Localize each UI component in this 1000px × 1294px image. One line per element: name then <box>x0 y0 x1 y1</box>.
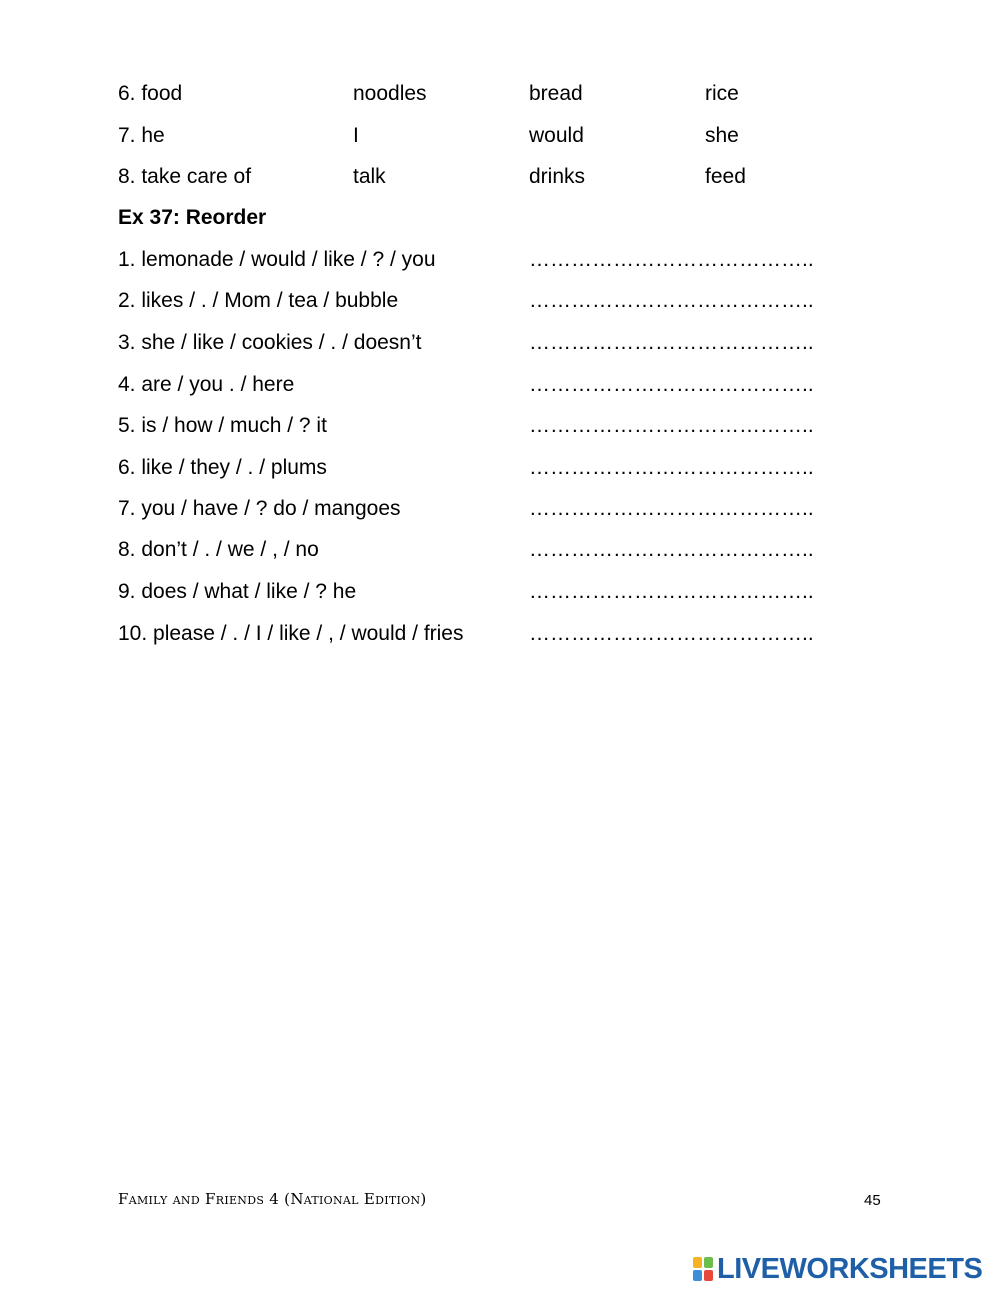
answer-blank[interactable]: ………………………………….. <box>529 331 814 354</box>
reorder-row <box>0 326 1000 360</box>
odd-one-out-row <box>0 160 1000 194</box>
odd-one-out-row <box>0 119 1000 153</box>
reorder-row <box>0 409 1000 443</box>
reorder-prompt: 10. please / . / I / like / , / would / fries <box>118 622 464 645</box>
word-cell: 7. he <box>118 124 165 147</box>
word-cell: talk <box>353 165 386 188</box>
reorder-row <box>0 575 1000 609</box>
word-cell: noodles <box>353 82 427 105</box>
footer-book-title: Family and Friends 4 (National Edition) <box>118 1190 427 1208</box>
logo-tile <box>704 1270 713 1281</box>
reorder-row <box>0 492 1000 526</box>
exercise-heading-row <box>0 201 1000 235</box>
logo-tile <box>693 1270 702 1281</box>
answer-blank[interactable]: ………………………………….. <box>529 373 814 396</box>
liveworksheets-brand[interactable] <box>692 1252 982 1286</box>
odd-one-out-row <box>0 77 1000 111</box>
word-cell: she <box>705 124 739 147</box>
answer-blank[interactable]: ………………………………….. <box>529 538 814 561</box>
page-number: 45 <box>864 1192 881 1209</box>
answer-blank[interactable]: ………………………………….. <box>529 456 814 479</box>
exercise-heading: Ex 37: Reorder <box>118 206 267 229</box>
word-cell: 6. food <box>118 82 183 105</box>
reorder-row <box>0 368 1000 402</box>
reorder-row <box>0 533 1000 567</box>
answer-blank[interactable]: ………………………………….. <box>529 580 814 603</box>
reorder-prompt: 8. don’t / . / we / , / no <box>118 538 319 561</box>
brand-name: LIVEWORKSHEETS <box>717 1253 983 1285</box>
reorder-prompt: 4. are / you . / here <box>118 373 295 396</box>
answer-blank[interactable]: ………………………………….. <box>529 497 814 520</box>
reorder-prompt: 1. lemonade / would / like / ? / you <box>118 248 436 271</box>
logo-tile <box>693 1257 702 1268</box>
answer-blank[interactable]: ………………………………….. <box>529 622 814 645</box>
answer-blank[interactable]: ………………………………….. <box>529 414 814 437</box>
answer-blank[interactable]: ………………………………….. <box>529 248 814 271</box>
logo-tile <box>704 1257 713 1268</box>
word-cell: 8. take care of <box>118 165 252 188</box>
word-cell: would <box>529 124 584 147</box>
word-cell: feed <box>705 165 746 188</box>
word-cell: drinks <box>529 165 586 188</box>
liveworksheets-logo-icon <box>692 1256 714 1282</box>
reorder-row <box>0 617 1000 651</box>
word-cell: I <box>353 124 359 147</box>
reorder-row <box>0 284 1000 318</box>
reorder-prompt: 5. is / how / much / ? it <box>118 414 327 437</box>
reorder-row <box>0 451 1000 485</box>
answer-blank[interactable]: ………………………………….. <box>529 289 814 312</box>
reorder-row <box>0 243 1000 277</box>
reorder-prompt: 6. like / they / . / plums <box>118 456 327 479</box>
word-cell: rice <box>705 82 739 105</box>
reorder-prompt: 7. you / have / ? do / mangoes <box>118 497 401 520</box>
word-cell: bread <box>529 82 583 105</box>
reorder-prompt: 2. likes / . / Mom / tea / bubble <box>118 289 399 312</box>
reorder-prompt: 3. she / like / cookies / . / doesn’t <box>118 331 422 354</box>
reorder-prompt: 9. does / what / like / ? he <box>118 580 357 603</box>
